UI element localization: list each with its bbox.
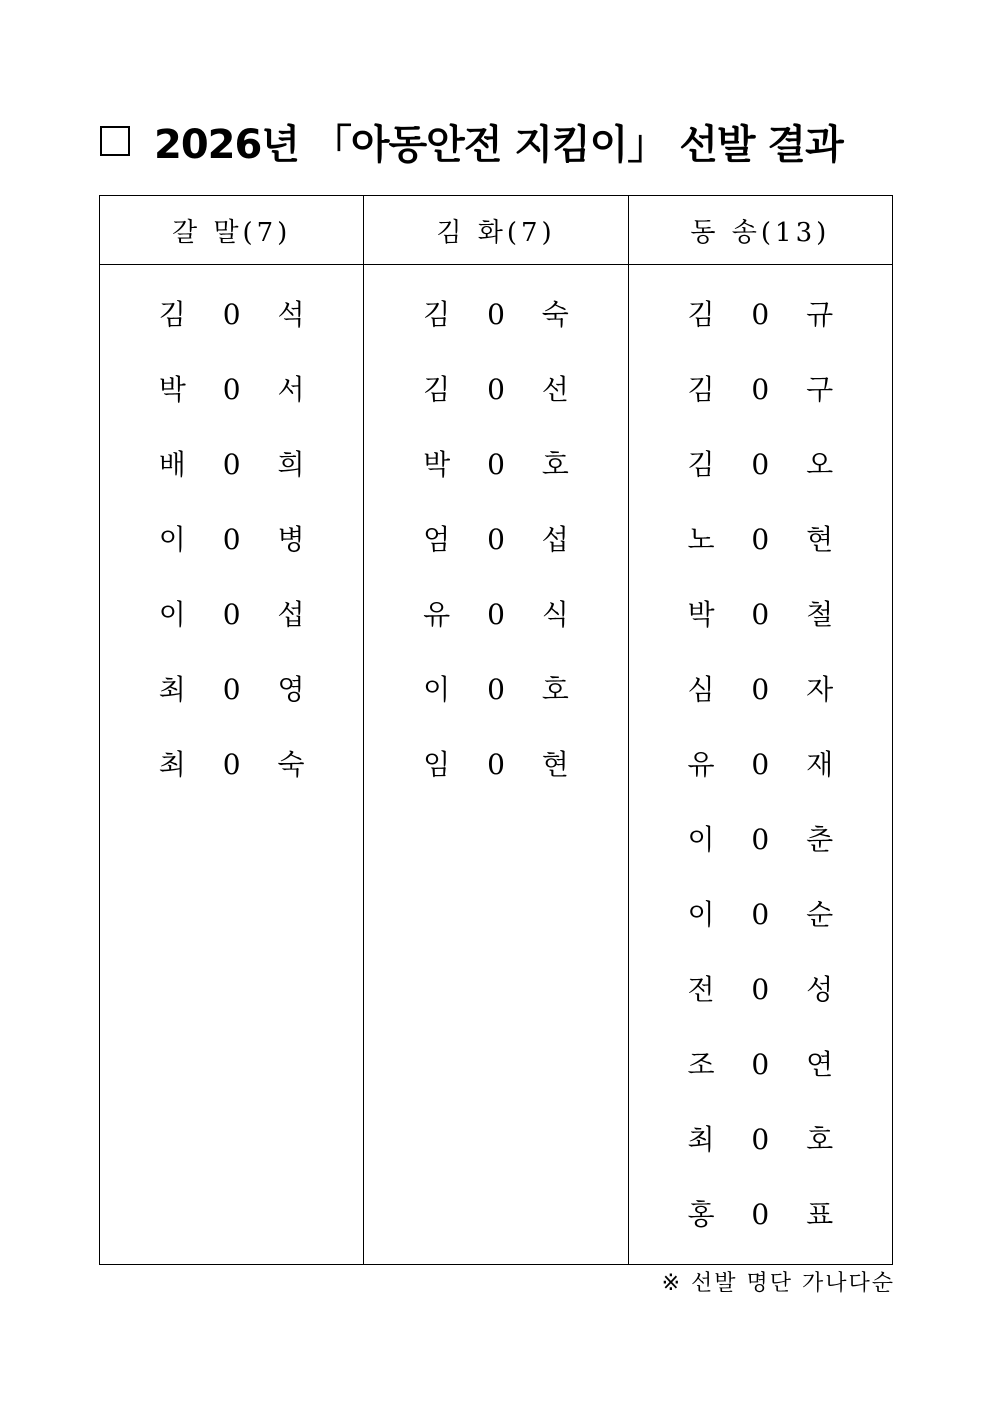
list-item: 이 0 호 [423,673,583,706]
list-item: 배 0 희 [158,448,319,481]
column-header-galmal: 갈 말(7) [100,196,364,265]
list-item: 최 0 호 [687,1123,848,1156]
column-galmal [100,265,364,1265]
sort-order-note: ※ 선발 명단 가나다순 [661,1271,895,1296]
document-title [100,113,900,169]
list-item: 유 0 재 [687,748,848,781]
list-item: 박 0 서 [158,373,319,406]
list-item: 이 0 병 [158,523,319,556]
list-item: 박 0 호 [423,448,583,481]
list-item: 이 0 춘 [687,823,848,856]
names-row [100,265,893,1265]
name-list-galmal [100,265,363,808]
list-item: 홍 0 표 [687,1198,848,1231]
header-row [100,196,893,265]
column-header-dongsong: 동 송(13) [628,196,892,265]
list-item: 전 0 성 [687,973,848,1006]
list-item: 유 0 식 [423,598,583,631]
list-item: 이 0 섭 [158,598,319,631]
checkbox-square-icon [100,126,130,156]
list-item: 김 0 선 [423,373,583,406]
list-item: 김 0 구 [687,373,848,406]
list-item: 조 0 연 [687,1048,848,1081]
list-item: 임 0 현 [423,748,583,781]
list-item: 김 0 석 [158,298,319,331]
name-list-gimhwa [364,265,627,808]
list-item: 김 0 숙 [423,298,583,331]
list-item: 최 0 영 [158,673,319,706]
column-dongsong [628,265,892,1265]
list-item: 박 0 철 [687,598,848,631]
list-item: 노 0 현 [687,523,848,556]
list-item: 김 0 오 [687,448,848,481]
list-item: 엄 0 섭 [423,523,583,556]
list-item: 이 0 순 [687,898,848,931]
list-item: 김 0 규 [687,298,848,331]
column-gimhwa [364,265,628,1265]
selection-results-table [99,195,893,1265]
list-item: 최 0 숙 [158,748,319,781]
name-list-dongsong [629,265,892,1258]
title-text: 2026년 「아동안전 지킴이」 선발 결과 [154,121,843,168]
column-header-gimhwa: 김 화(7) [364,196,628,265]
list-item: 심 0 자 [687,673,848,706]
